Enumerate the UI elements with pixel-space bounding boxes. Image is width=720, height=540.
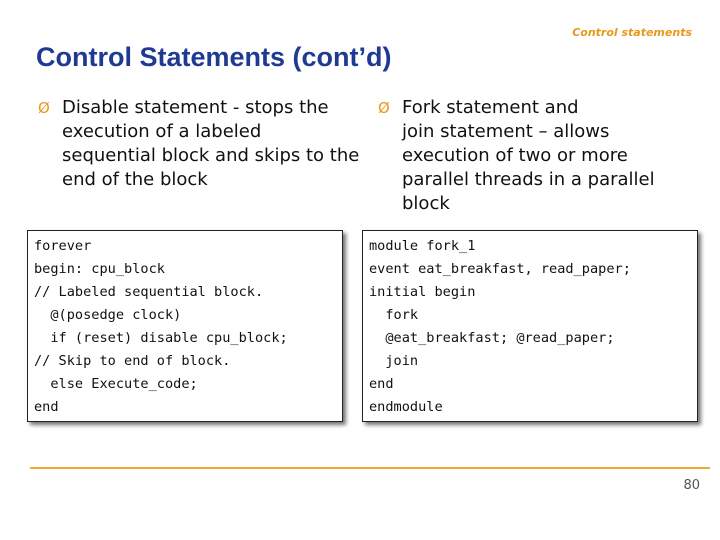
code-line: fork [369,307,419,323]
code-line: join [369,353,419,369]
bullet-arrow-icon: Ø [38,99,50,117]
code-line: // Labeled sequential block. [34,284,264,300]
footer-divider [30,467,710,469]
code-block-fork-example [362,230,698,422]
bullet-text-line: Fork statement and [402,97,579,118]
code-line: begin: cpu_block [34,261,165,277]
bullet-arrow-icon: Ø [378,99,390,117]
bullet-text [62,96,359,192]
bullet-text-line: join statement – allows [402,121,610,142]
bullet-text [402,96,655,216]
bullet-text-line: end of the block [62,169,208,190]
bullet-text-line: block [402,193,450,214]
bullet-disable-statement [38,96,360,192]
code-line: forever [34,238,92,254]
code-line: initial begin [369,284,476,300]
bullet-text-line: sequential block and skips to the [62,145,360,166]
code-block-disable-example [27,230,343,422]
page-number: 80 [683,478,700,493]
bullet-text-line: parallel threads in a parallel [402,169,655,190]
code-line: // Skip to end of block. [34,353,231,369]
code-line: end [34,399,59,415]
code-line: if (reset) disable cpu_block; [34,330,288,346]
code-line: @(posedge clock) [34,307,182,323]
section-header-label: Control statements [572,26,692,39]
code-line: end [369,376,394,392]
bullet-text-line: execution of a labeled [62,121,262,142]
code-line: else Execute_code; [34,376,198,392]
bullet-text-line: execution of two or more [402,145,628,166]
code-line: @eat_breakfast; @read_paper; [369,330,615,346]
slide-title: Control Statements (cont’d) [36,42,392,72]
code-line: endmodule [369,399,443,415]
code-line: module fork_1 [369,238,476,254]
code-line: event eat_breakfast, read_paper; [369,261,631,277]
bullet-fork-join-statement [378,96,688,216]
bullet-text-line: Disable statement - stops the [62,97,329,118]
